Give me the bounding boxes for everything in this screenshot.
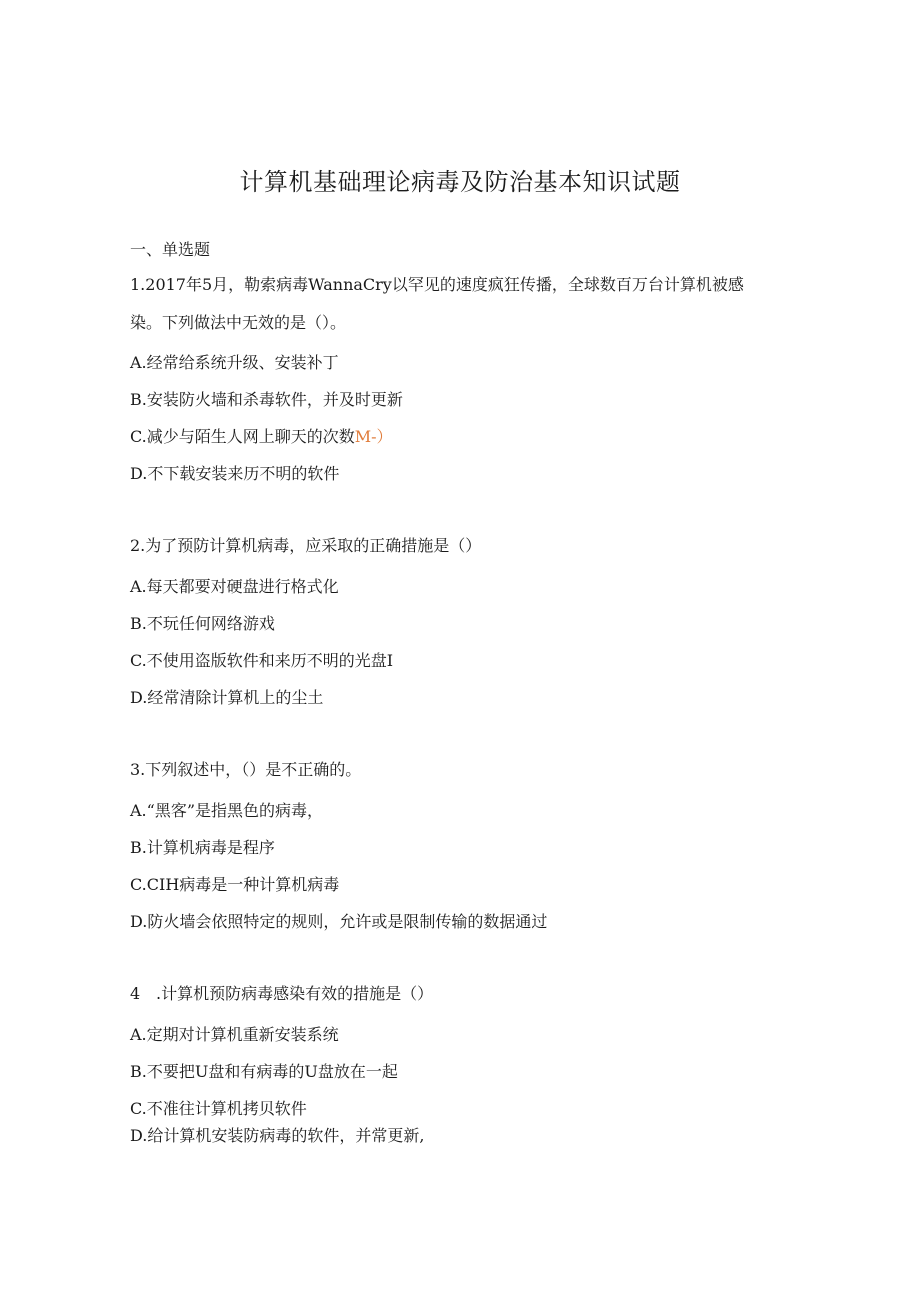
question-3-option-d: D.防火墙会依照特定的规则，允许或是限制传输的数据通过 xyxy=(130,912,548,931)
question-3-stem: 3.下列叙述中，（）是不正确的。 xyxy=(130,760,362,779)
question-1-option-a: A.经常给系统升级、安装补丁 xyxy=(130,353,339,372)
question-1-option-c-mark: M-） xyxy=(354,427,393,446)
section-heading: 一、单选题 xyxy=(130,240,211,259)
question-1-option-d: D.不下载安装来历不明的软件 xyxy=(130,464,340,483)
question-3-option-c: C.CIH病毒是一种计算机病毒 xyxy=(130,875,340,894)
page-title: 计算机基础理论病毒及防治基本知识试题 xyxy=(239,168,681,196)
question-2-option-c: C.不使用盗版软件和来历不明的光盘I xyxy=(130,651,394,670)
question-3-option-b: B.计算机病毒是程序 xyxy=(130,838,275,857)
question-4-stem: .计算机预防病毒感染有效的措施是（） xyxy=(156,984,434,1003)
question-4-number: 4 xyxy=(130,984,141,1003)
question-4-option-d: D.给计算机安装防病毒的软件，并常更新, xyxy=(130,1126,425,1145)
question-4-option-b: B.不要把U盘和有病毒的U盘放在一起 xyxy=(130,1062,398,1081)
question-2-option-b: B.不玩任何网络游戏 xyxy=(130,614,275,633)
question-1-stem-line1: 1.2017年5月，勒索病毒WannaCry以罕见的速度疯狂传播，全球数百万台计算机被感 xyxy=(130,275,744,294)
question-2-option-d: D.经常清除计算机上的尘土 xyxy=(130,688,324,707)
question-1-option-c xyxy=(130,427,393,447)
question-1-option-b: B.安装防火墙和杀毒软件，并及时更新 xyxy=(130,390,403,409)
question-4-option-c: C.不准往计算机拷贝软件 xyxy=(130,1099,307,1118)
question-4-option-a: A.定期对计算机重新安装系统 xyxy=(130,1025,339,1044)
question-1-option-c-text: C.减少与陌生人网上聊天的次数 xyxy=(130,427,355,446)
question-3-option-a: A.“黑客”是指黑色的病毒， xyxy=(130,801,324,820)
question-4-stem-line xyxy=(130,984,433,1004)
question-2-stem: 2.为了预防计算机病毒，应采取的正确措施是（） xyxy=(130,536,482,555)
question-2-option-a: A.每天都要对硬盘进行格式化 xyxy=(130,577,339,596)
question-1-stem-line2: 染。下列做法中无效的是（）。 xyxy=(130,313,347,332)
